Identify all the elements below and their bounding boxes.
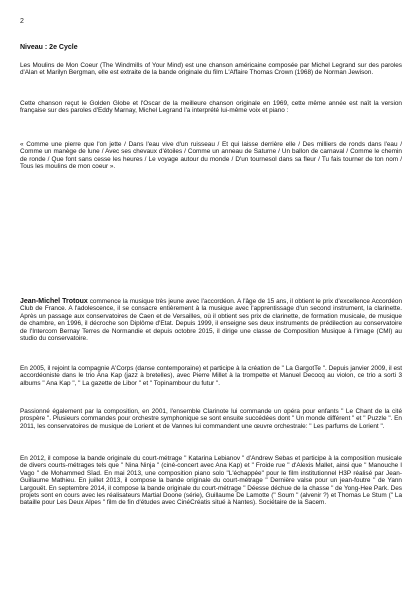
level-heading: Niveau : 2e Cycle [20, 44, 78, 51]
intro-paragraph [20, 62, 402, 77]
filmography-paragraph [20, 455, 402, 507]
award-paragraph [20, 100, 402, 115]
intro-text: Les Moulins de Mon Coeur (The Windmills of Your Mind) est une chanson américaine composée par Michel Legrand sur des paroles d'Alan et Marilyn Bergman, elle est extraite de la bande originale du film L'Affaire Thomas Crown (1968) de Norman Jewison. [20, 62, 402, 77]
composition-text: Passionné également par la composition, en 2001, l'ensemble Clarinote lui commande un opéra pour enfants " Le Chant de la cité prospère ". Plusieurs commandes pour orchestre symphonique se sont ensuite succédées dont " Un monde différent " et " Puzzle ". En 2011, les conservatoires de musique de Lorient et de Vannes lui commandent une œuvre orchestrale: " Les parfums de Lorient ". [20, 408, 402, 430]
filmography-text: En 2012, il compose la bande originale du court-métrage " Katarina Lebianov " d'Andrew Sebas et participe à la composition musicale de divers courts-métrages tels que " Nina Ninja " (ciné-concert avec Ana Kap) et " Froide rue " d'Alexis Mallet, ainsi que " Manouche I Vago " de Mohammed Sïad. En mai 2013, une composition piano solo "L'échappée" pour le film institutionnel H3P réalisé par Jean-Guillaume Mathieu. En juillet 2013, il compose la bande originale du court-métrage " Dernière valse pour un jean-foutre " de Yann Largouët. En septembre 2014, il compose la bande originale du court-métrage " Déesse déchue de la chasse " de Yong-Hee Park. Des projets sont en cours avec les réalisateurs Martial Doone (série), Guillaume De Lamotte (" Soum " (alvenir ?) et Thomas Le Stum (" La bataille pour Les Deux Alpes " film de fin d'études avec CinéCréatis situé à Nantes). Sociétaire de la Sacem. [20, 455, 402, 507]
award-text: Cette chanson reçut le Golden Globe et l'Oscar de la meilleure chanson originale en 1969, cette même année est naît la version française sur des paroles d'Eddy Marnay, Michel Legrand l'a interprété lui-même voix et piano : [20, 100, 402, 115]
company-text: En 2005, il rejoint la compagnie A'Corps (danse contemporaine) et participe à la création de " La GargotTe ". Depuis janvier 2009, il est accordéoniste dans le trio Ana Kap (jazz à bretelles), avec Pierre Millet à la trompette et Manuel Decocq au violon, ce trio a sorti 3 albums " Ana Kap ", " La gazette de Libor " et " Topinambour du futur ". [20, 365, 402, 387]
lyrics-text: « Comme une pierre que l'on jette / Dans l'eau vive d'un ruisseau / Et qui laisse derrière elle / Des milliers de ronds dans l'eau / Comme un manège de lune / Avec ses chevaux d'étoiles / Comme un anneau de Saturne / Un ballon de carnaval / Comme le chemin de ronde / Que font sans cesse les heures / Le voyage autour du monde / D'un tournesol dans sa fleur / Tu fais tourner de ton nom / Tous les moulins de mon coeur ». [20, 141, 402, 171]
biography-text [20, 298, 402, 342]
biography-body: commence la musique très jeune avec l'accordéon. A l'âge de 15 ans, il obtient le prix d'excellence Accordéon Club de France. A l'adolescence, il se consacre entièrement à la musique avec l'apprentissage d'un second instrument, la clarinette. Après un passage aux conservatoires de Caen et de Versailles, où il obtient ses prix de clarinette, de formation musicale, de musique de chambre, en 1996, il décroche son Diplôme d'Etat. Depuis 1999, il enseigne ses deux instruments de prédilection au conservatoire de l'Intercom Bernay Terres de Normandie et depuis octobre 2015, il dirige une classe de Composition Musique à l'image (CMI) au studio du conservatoire. [20, 298, 403, 343]
page-number: 2 [20, 18, 24, 25]
biography-paragraph [20, 298, 402, 342]
composition-paragraph [20, 408, 402, 430]
company-paragraph [20, 365, 402, 387]
composer-name: Jean-Michel Trotoux [20, 298, 88, 305]
lyrics-paragraph [20, 141, 402, 171]
